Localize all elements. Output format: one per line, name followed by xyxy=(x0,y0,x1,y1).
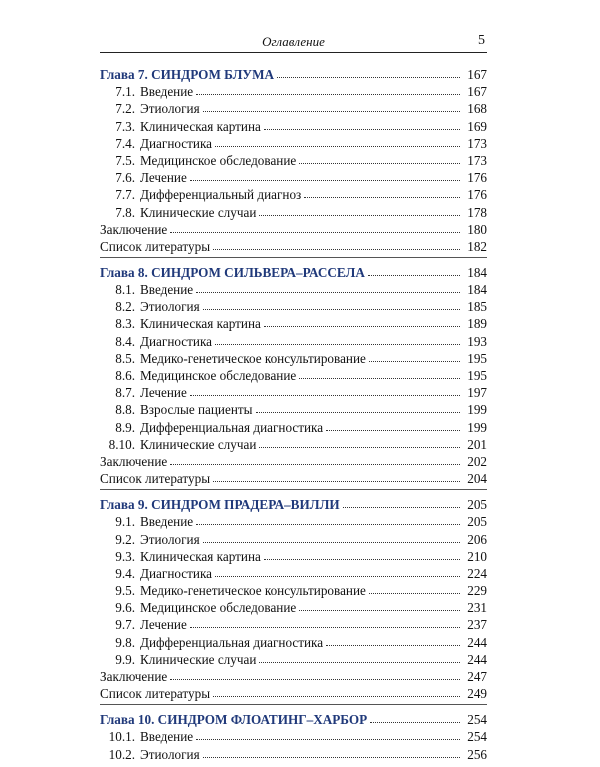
entry-page-number: 254 xyxy=(467,712,487,728)
running-header xyxy=(100,32,487,53)
entry-page-number: 199 xyxy=(467,402,487,418)
dot-leader xyxy=(170,231,460,233)
section-number: 7.1. xyxy=(115,84,135,100)
entry-page-number: 205 xyxy=(467,497,487,513)
entry-page-number: 244 xyxy=(467,651,487,667)
toc-section-entry[interactable] xyxy=(100,185,487,202)
section-number: 9.3. xyxy=(115,548,135,564)
entry-label: Введение xyxy=(140,514,194,530)
chapter-heading-entry[interactable] xyxy=(100,62,487,82)
section-number: 8.10. xyxy=(108,436,135,452)
section-number: 7.8. xyxy=(115,204,135,220)
entry-page-number: 182 xyxy=(467,238,487,254)
dot-leader xyxy=(213,248,460,250)
dot-leader xyxy=(190,394,460,396)
entry-label: Диагностика xyxy=(140,333,213,349)
dot-leader xyxy=(326,644,460,646)
entry-page-number: 256 xyxy=(467,746,487,762)
toc-section-entry[interactable] xyxy=(100,547,487,564)
dot-leader xyxy=(259,214,460,216)
dot-leader xyxy=(196,738,460,740)
section-number: 7.4. xyxy=(115,135,135,151)
section-number: 8.8. xyxy=(115,402,135,418)
dot-leader xyxy=(299,162,460,164)
dot-leader xyxy=(213,695,460,697)
entry-page-number: 184 xyxy=(467,282,487,298)
dot-leader xyxy=(343,506,460,508)
dot-leader xyxy=(203,110,460,112)
entry-label: Дифференциальная диагностика xyxy=(140,419,324,435)
toc-section-entry[interactable] xyxy=(100,417,487,434)
toc-section-entry[interactable] xyxy=(100,727,487,744)
entry-page-number: 195 xyxy=(467,350,487,366)
toc-section-entry[interactable] xyxy=(100,435,487,452)
dot-leader xyxy=(369,592,460,594)
section-number: 9.4. xyxy=(115,565,135,581)
dot-leader xyxy=(190,626,460,628)
section-number: 8.9. xyxy=(115,419,135,435)
toc-section-entry[interactable] xyxy=(100,598,487,615)
toc-section-entry[interactable] xyxy=(100,383,487,400)
entry-page-number: 199 xyxy=(467,419,487,435)
entry-page-number: 202 xyxy=(467,453,487,469)
toc-section-entry[interactable] xyxy=(100,297,487,314)
toc-backmatter-entry[interactable] xyxy=(100,237,487,254)
dot-leader xyxy=(299,609,460,611)
entry-label: Медицинское обследование xyxy=(140,368,297,383)
toc-backmatter-entry[interactable] xyxy=(100,469,487,486)
entry-page-number: 167 xyxy=(467,84,487,100)
entry-label: Список литературы xyxy=(100,686,211,702)
entry-label: Заключение xyxy=(100,221,168,237)
toc-chapter xyxy=(100,260,487,490)
toc-section-entry[interactable] xyxy=(100,564,487,581)
chapter-heading-entry[interactable] xyxy=(100,492,487,512)
dot-leader xyxy=(170,463,460,465)
toc-section-entry[interactable] xyxy=(100,99,487,116)
entry-label: Этиология xyxy=(140,101,200,117)
entry-page-number: 249 xyxy=(467,686,487,702)
entry-page-number: 224 xyxy=(467,565,487,581)
toc-chapter xyxy=(100,62,487,258)
toc-section-entry[interactable] xyxy=(100,400,487,417)
running-title: Оглавление xyxy=(262,34,325,49)
toc-section-entry[interactable] xyxy=(100,116,487,133)
section-number: 9.7. xyxy=(115,617,135,633)
entry-label: Медико-генетическое консультирование xyxy=(140,583,366,599)
dot-leader xyxy=(299,377,460,379)
section-number: 9.9. xyxy=(115,651,135,667)
section-number: 8.3. xyxy=(115,316,135,332)
chapter-heading-entry[interactable] xyxy=(100,707,487,727)
entry-page-number: 206 xyxy=(467,531,487,547)
toc-section-entry[interactable] xyxy=(100,615,487,632)
entry-label: Диагностика xyxy=(140,565,213,581)
entry-page-number: 254 xyxy=(467,729,487,745)
section-number: 9.8. xyxy=(115,634,135,650)
toc-section-entry[interactable] xyxy=(100,632,487,649)
entry-label: Лечение xyxy=(140,617,187,633)
section-number: 8.6. xyxy=(115,368,135,383)
toc-section-entry[interactable] xyxy=(100,650,487,667)
section-number: 7.7. xyxy=(115,187,135,203)
entry-label: Дифференциальный диагноз xyxy=(140,187,302,203)
dot-leader xyxy=(203,756,460,758)
dot-leader xyxy=(326,429,460,431)
section-number: 8.1. xyxy=(115,282,135,298)
section-number: 10.2. xyxy=(108,746,135,762)
entry-page-number: 197 xyxy=(467,385,487,401)
entry-label: Лечение xyxy=(140,170,187,186)
dot-leader xyxy=(368,274,460,276)
entry-label: Список литературы xyxy=(100,471,211,487)
toc-section-entry[interactable] xyxy=(100,168,487,185)
toc-section-entry[interactable] xyxy=(100,314,487,331)
entry-page-number: 229 xyxy=(467,583,487,599)
entry-label: Медицинское обследование xyxy=(140,600,297,616)
entry-page-number: 201 xyxy=(467,436,487,452)
dot-leader xyxy=(215,575,460,577)
entry-page-number: 205 xyxy=(467,514,487,530)
section-number: 9.6. xyxy=(115,600,135,616)
entry-label: Этиология xyxy=(140,746,200,762)
toc-backmatter-entry[interactable] xyxy=(100,452,487,469)
entry-page-number: 176 xyxy=(467,170,487,186)
chapter-heading-entry[interactable] xyxy=(100,260,487,280)
entry-label: Клиническая картина xyxy=(140,316,261,332)
entry-label: Клиническая картина xyxy=(140,548,261,564)
dot-leader xyxy=(190,179,460,181)
entry-label: Этиология xyxy=(140,531,200,547)
entry-page-number: 195 xyxy=(467,368,487,383)
entry-page-number: 176 xyxy=(467,187,487,203)
section-number: 7.6. xyxy=(115,170,135,186)
entry-page-number: 184 xyxy=(467,264,487,280)
entry-page-number: 180 xyxy=(467,221,487,237)
toc-section-entry[interactable] xyxy=(100,82,487,99)
section-number: 8.2. xyxy=(115,299,135,315)
dot-leader xyxy=(196,93,460,95)
entry-page-number: 244 xyxy=(467,634,487,650)
section-number: 9.1. xyxy=(115,514,135,530)
entry-label: Диагностика xyxy=(140,135,213,151)
dot-leader xyxy=(203,308,460,310)
table-of-contents xyxy=(100,62,487,767)
entry-label: Дифференциальная диагностика xyxy=(140,634,324,650)
entry-label: Взрослые пациенты xyxy=(140,402,253,418)
dot-leader xyxy=(215,343,460,345)
entry-page-number: 173 xyxy=(467,135,487,151)
toc-section-entry[interactable] xyxy=(100,202,487,219)
dot-leader xyxy=(203,541,460,543)
entry-label: Список литературы xyxy=(100,238,211,254)
dot-leader xyxy=(304,196,460,198)
dot-leader xyxy=(277,76,460,78)
toc-chapter xyxy=(100,492,487,705)
section-number: 7.5. xyxy=(115,152,135,168)
toc-section-entry[interactable] xyxy=(100,512,487,529)
chapter-title: Глава 7. СИНДРОМ БЛУМА xyxy=(100,67,275,82)
toc-backmatter-entry[interactable] xyxy=(100,220,487,237)
chapter-title: Глава 9. СИНДРОМ ПРАДЕРА–ВИЛЛИ xyxy=(100,497,340,513)
toc-section-entry[interactable] xyxy=(100,331,487,348)
section-number: 8.5. xyxy=(115,350,135,366)
toc-section-entry[interactable] xyxy=(100,134,487,151)
entry-page-number: 204 xyxy=(467,471,487,487)
section-number: 8.4. xyxy=(115,333,135,349)
toc-section-entry[interactable] xyxy=(100,349,487,366)
entry-label: Введение xyxy=(140,729,194,745)
entry-page-number: 167 xyxy=(467,67,487,82)
page-number: 5 xyxy=(478,33,485,48)
toc-section-entry[interactable] xyxy=(100,366,487,383)
dot-leader xyxy=(196,523,460,525)
entry-label: Введение xyxy=(140,282,194,298)
entry-label: Заключение xyxy=(100,453,168,469)
entry-page-number: 185 xyxy=(467,299,487,315)
toc-backmatter-entry[interactable] xyxy=(100,684,487,701)
entry-page-number: 237 xyxy=(467,617,487,633)
toc-section-entry[interactable] xyxy=(100,280,487,297)
entry-page-number: 189 xyxy=(467,316,487,332)
section-number: 9.5. xyxy=(115,583,135,599)
dot-leader xyxy=(264,325,460,327)
entry-label: Клинические случаи xyxy=(140,436,257,452)
entry-label: Введение xyxy=(140,84,194,100)
dot-leader xyxy=(264,558,460,560)
section-number: 7.3. xyxy=(115,118,135,134)
section-number: 10.1. xyxy=(108,729,135,745)
dot-leader xyxy=(170,678,460,680)
dot-leader xyxy=(369,360,460,362)
dot-leader xyxy=(259,446,460,448)
section-number: 9.2. xyxy=(115,531,135,547)
entry-page-number: 178 xyxy=(467,204,487,220)
toc-section-entry[interactable] xyxy=(100,744,487,761)
section-number: 8.7. xyxy=(115,385,135,401)
dot-leader xyxy=(215,145,460,147)
dot-leader xyxy=(256,411,460,413)
entry-page-number: 168 xyxy=(467,101,487,117)
entry-label: Медицинское обследование xyxy=(140,152,297,168)
entry-label: Этиология xyxy=(140,299,200,315)
dot-leader xyxy=(196,291,460,293)
entry-label: Лечение xyxy=(140,385,187,401)
dot-leader xyxy=(259,661,460,663)
entry-page-number: 210 xyxy=(467,548,487,564)
entry-page-number: 247 xyxy=(467,669,487,684)
entry-label: Заключение xyxy=(100,669,168,684)
chapter-title: Глава 10. СИНДРОМ ФЛОАТИНГ–ХАРБОР xyxy=(100,712,368,728)
entry-page-number: 173 xyxy=(467,152,487,168)
entry-label: Медико-генетическое консультирование xyxy=(140,350,366,366)
dot-leader xyxy=(213,480,460,482)
dot-leader xyxy=(264,128,460,130)
dot-leader xyxy=(370,721,460,723)
toc-section-entry[interactable] xyxy=(100,151,487,168)
entry-page-number: 193 xyxy=(467,333,487,349)
entry-label: Клинические случаи xyxy=(140,204,257,220)
section-number: 7.2. xyxy=(115,101,135,117)
chapter-title: Глава 8. СИНДРОМ СИЛЬВЕРА–РАССЕЛА xyxy=(100,264,365,280)
toc-section-entry[interactable] xyxy=(100,581,487,598)
entry-label: Клинические случаи xyxy=(140,651,257,667)
entry-page-number: 169 xyxy=(467,118,487,134)
toc-section-entry[interactable] xyxy=(100,529,487,546)
toc-backmatter-entry[interactable] xyxy=(100,667,487,684)
entry-label: Клиническая картина xyxy=(140,118,261,134)
entry-page-number: 231 xyxy=(467,600,487,616)
toc-chapter xyxy=(100,707,487,764)
